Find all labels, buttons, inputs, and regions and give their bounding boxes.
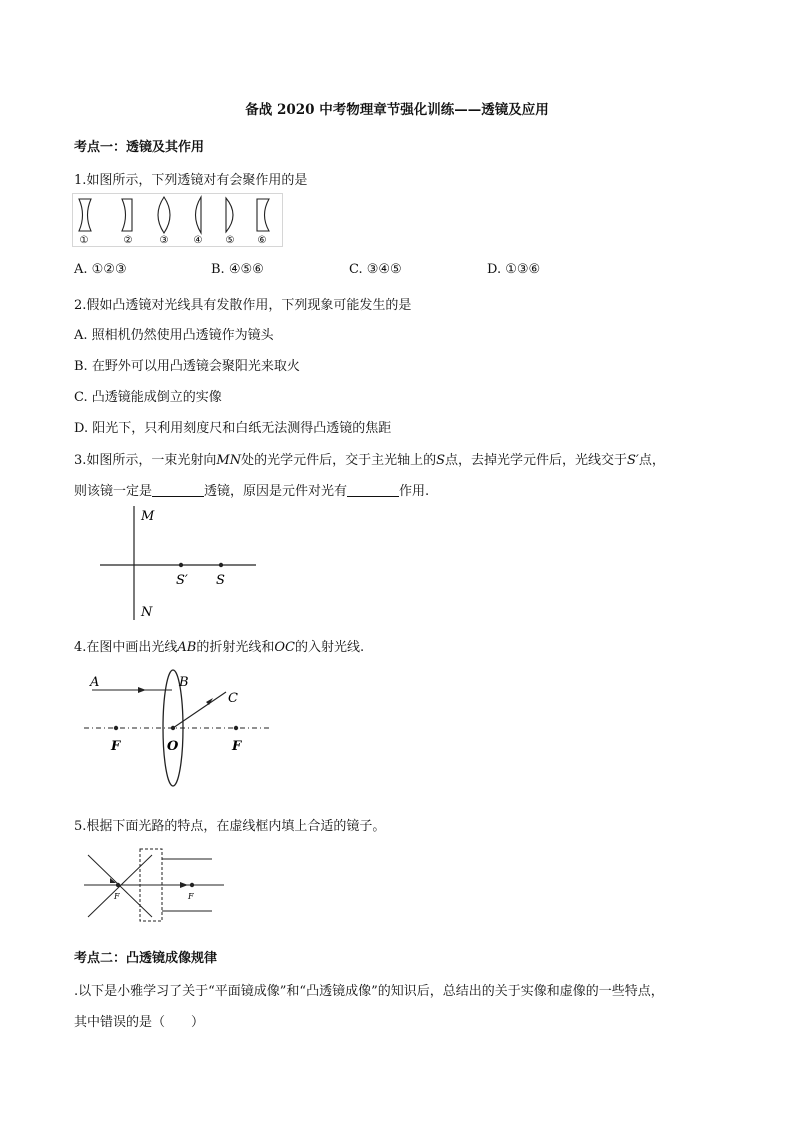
- lens-label-3: ③: [159, 235, 169, 246]
- q4-label-f2: F: [232, 739, 242, 754]
- page-title: 备战 2020 中考物理章节强化训练——透镜及应用: [245, 102, 549, 118]
- q4-label-c: C: [228, 691, 238, 706]
- answer-blank-2[interactable]: [347, 484, 399, 497]
- q3-point-s: [219, 563, 223, 567]
- lens-label-6: ⑥: [257, 235, 267, 246]
- q1-option-d: D. ①③⑥: [487, 262, 541, 277]
- q3-text-4: 点，: [638, 453, 665, 468]
- question-5-stem: 5.根据下面光路的特点，在虚线框内填上合适的镜子。: [74, 819, 386, 834]
- question-1-stem: 1.如图所示，下列透镜对有会聚作用的是: [74, 173, 308, 188]
- q5-axis-arrow: [180, 882, 188, 888]
- question-2-stem: 2.假如凸透镜对光线具有发散作用，下列现象可能发生的是: [74, 298, 412, 313]
- lens-5-plano-convex: [226, 198, 233, 232]
- lens-2-plano-concave: [122, 199, 132, 231]
- q3-text-1: 3.如图所示，一束光射向: [74, 453, 217, 468]
- q5-label-f1: F: [114, 892, 120, 901]
- q1-option-b: B. ④⑤⑥: [211, 262, 264, 277]
- q3-label-s-prime: S′: [176, 573, 188, 588]
- q3-text-2: 处的光学元件后，交于主光轴上的: [241, 453, 437, 468]
- lens-label-1: ①: [79, 235, 89, 246]
- q3-mn: MN: [216, 453, 242, 468]
- lens-3-biconvex: [158, 197, 170, 233]
- q4-label-o: O: [167, 739, 179, 754]
- q1-option-a: A. ①②③: [74, 262, 127, 277]
- q4-figure: [80, 664, 280, 794]
- lens-4-plano-convex: [196, 197, 202, 233]
- q1-option-c: C. ③④⑤: [349, 262, 402, 277]
- q4-ray-ab-arrow: [138, 687, 146, 693]
- q3-s: S: [436, 453, 446, 468]
- q4-label-b: B: [179, 675, 189, 690]
- q3-text-7: 作用.: [399, 484, 430, 499]
- q5-figure: [80, 845, 230, 925]
- q3-label-s: S: [216, 573, 225, 588]
- q5-label-f2: F: [188, 892, 194, 901]
- q3-point-s-prime: [179, 563, 183, 567]
- q3-s-prime: S′: [627, 453, 639, 468]
- lens-6-meniscus: [257, 199, 269, 231]
- lens-figure-frame: [73, 194, 283, 247]
- q3-figure: [96, 502, 266, 626]
- lens-figure: [72, 193, 284, 247]
- question-4-stem: [74, 636, 364, 655]
- q4-text-1: 4.在图中画出光线: [74, 640, 178, 655]
- q4-focus-left: [114, 726, 118, 730]
- lens-label-2: ②: [123, 235, 133, 246]
- q4-text-3: 的入射光线.: [294, 640, 365, 655]
- q4-ab: AB: [177, 640, 197, 655]
- q2-option-d: D. 阳光下，只利用刻度尺和白纸无法测得凸透镜的焦距: [74, 421, 392, 436]
- q2-option-b: B. 在野外可以用凸透镜会聚阳光来取火: [74, 359, 300, 374]
- question-6-stem-line1: .以下是小雅学习了关于“平面镜成像”和“凸透镜成像”的知识后，总结出的关于实像和虚像的一些特点，: [74, 984, 664, 999]
- lens-label-5: ⑤: [225, 235, 235, 246]
- section-heading-1: 考点一：透镜及其作用: [74, 140, 205, 155]
- q5-focus-left: [116, 883, 120, 887]
- q4-optical-center: [171, 726, 175, 730]
- q2-option-c: C. 凸透镜能成倒立的实像: [74, 390, 222, 405]
- answer-blank-1[interactable]: [152, 484, 204, 497]
- q4-oc: OC: [274, 640, 295, 655]
- lens-1-biconcave: [79, 199, 91, 231]
- q4-text-2: 的折射光线和: [196, 640, 275, 655]
- q2-option-a: A. 照相机仍然使用凸透镜作为镜头: [74, 328, 274, 343]
- q3-label-n: N: [141, 605, 153, 620]
- q4-label-a: A: [90, 675, 100, 690]
- question-6-stem-line2: 其中错误的是（ ）: [74, 1015, 205, 1030]
- q5-focus-right: [190, 883, 194, 887]
- q4-focus-right: [234, 726, 238, 730]
- q3-text-5: 则该镜一定是: [74, 484, 153, 499]
- lens-label-4: ④: [193, 235, 203, 246]
- question-3-stem-line1: [74, 449, 665, 468]
- question-3-stem-line2: [74, 480, 429, 499]
- q3-text-6: 透镜，原因是元件对光有: [204, 484, 348, 499]
- q3-label-m: M: [141, 509, 155, 524]
- section-heading-2: 考点二：凸透镜成像规律: [74, 951, 218, 966]
- q3-text-3: 点，去掉光学元件后，光线交于: [445, 453, 628, 468]
- q4-label-f1: F: [111, 739, 121, 754]
